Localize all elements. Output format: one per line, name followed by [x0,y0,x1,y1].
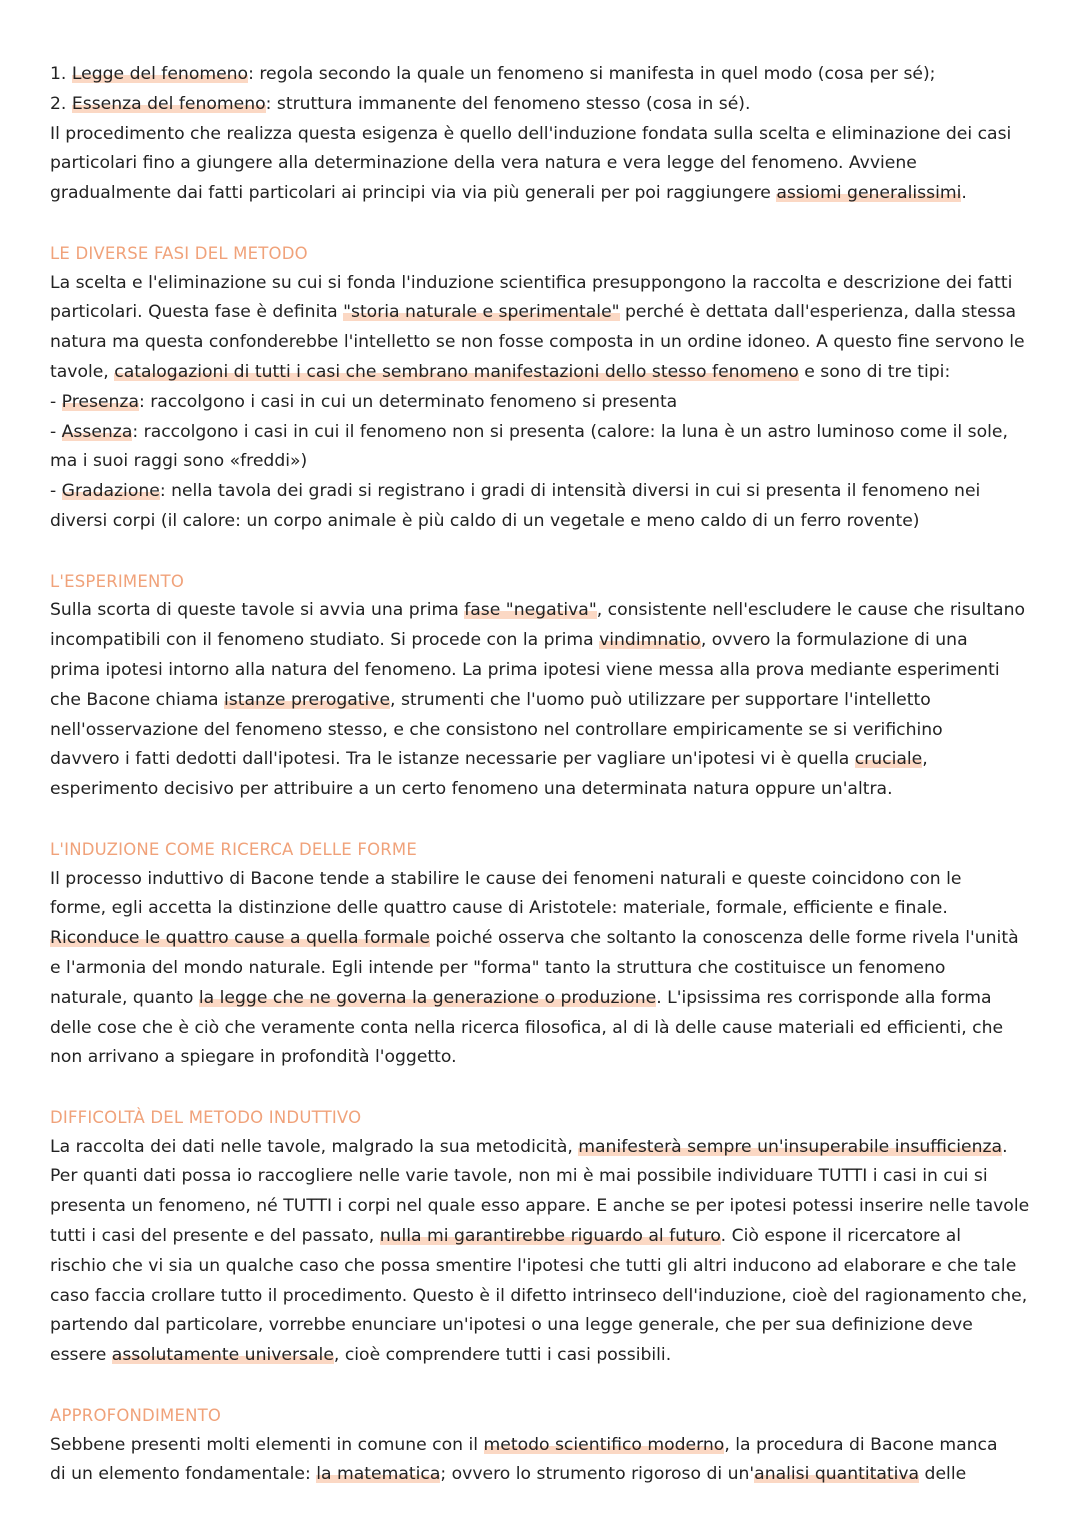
text-line: forme, egli accetta la distinzione delle quattro cause di Aristotele: materiale, formale, efficiente e finale. [50,898,948,919]
section-heading: L'INDUZIONE COME RICERCA DELLE FORME [50,839,417,859]
text-line: La scelta e l'eliminazione su cui si fonda l'induzione scientifica presuppongono la raccolta e descrizione dei fatti [50,272,1013,293]
text-line: tavole, catalogazioni di tutti i casi che sembrano manifestazioni dello stesso fenomeno e sono di tre tipi: [50,361,951,382]
text-line: che Bacone chiama istanze prerogative, strumenti che l'uomo può utilizzare per supportare l'intelletto [50,689,931,710]
highlight: catalogazioni di tutti i casi che sembrano manifestazioni dello stesso fenomeno [114,361,799,382]
highlight: fase "negativa" [464,600,597,621]
text-line: gradualmente dai fatti particolari ai principi via via più generali per poi raggiungere assiomi generalissimi. [50,183,967,204]
text-line: particolari. Questa fase è definita "storia naturale e sperimentale" perché è dettata dall'esperienza, dalla stessa [50,302,1017,323]
text-line: essere assolutamente universale, cioè comprendere tutti i casi possibili. [50,1345,672,1366]
text-line: ma i suoi raggi sono «freddi») [50,451,308,472]
highlight: manifesterà sempre un'insuperabile insufficienza [578,1136,1003,1157]
text-line: nell'osservazione del fenomeno stesso, e che consistono nel controllare empiricamente se si verifichino [50,719,943,740]
text-line: 2. Essenza del fenomeno: struttura immanente del fenomeno stesso (cosa in sé). [50,93,751,114]
text-line: e l'armonia del mondo naturale. Egli intende per "forma" tanto la struttura che costituisce un fenomeno [50,957,946,978]
highlight: vindimnatio [599,630,701,651]
text-line: diversi corpi (il calore: un corpo animale è più caldo di un vegetale e meno caldo di un ferro rovente) [50,510,920,531]
spacer [50,537,1050,567]
text-line: La raccolta dei dati nelle tavole, malgrado la sua metodicità, manifesterà sempre un'insuperabile insufficienza. [50,1136,1008,1157]
highlight: Gradazione [61,481,160,502]
induzione-section [50,835,1050,1073]
fasi-section [50,239,1050,537]
highlight: metodo scientifico moderno [483,1434,725,1455]
highlight: "storia naturale e sperimentale" [343,302,620,323]
spacer [50,209,1050,239]
text-line: tutti i casi del presente e del passato, nulla mi garantirebbe riguardo al futuro. Ciò espone il ricercatore al [50,1226,962,1247]
text-line: esperimento decisivo per attribuire a un certo fenomeno una determinata natura oppure un'altra. [50,779,893,800]
text-line: rischio che vi sia un qualche caso che possa smentire l'ipotesi che tutti gli altri inducono ad elaborare e che tale [50,1255,1017,1276]
highlight: nulla mi garantirebbe riguardo al futuro [379,1226,721,1247]
section-heading: APPROFONDIMENTO [50,1405,222,1425]
text-line: 1. Legge del fenomeno: regola secondo la quale un fenomeno si manifesta in quel modo (cosa per sé); [50,64,936,84]
text-line: Riconduce le quattro cause a quella formale poiché osserva che soltanto la conoscenza delle forme rivela l'unità [50,928,1019,949]
section-heading: DIFFICOLTÀ DEL METODO INDUTTIVO [50,1107,362,1127]
spacer [50,1371,1050,1401]
text-line: incompatibili con il fenomeno studiato. Si procede con la prima vindimnatio, ovvero la formulazione di una [50,630,968,651]
text-line: prima ipotesi intorno alla natura del fenomeno. La prima ipotesi viene messa alla prova mediante esperimenti [50,659,1000,680]
highlight: Presenza [61,391,139,412]
text-line: Sebbene presenti molti elementi in comune con il metodo scientifico moderno, la procedura di Bacone manca [50,1434,998,1455]
spacer [50,805,1050,835]
highlight: la matematica [316,1464,441,1485]
highlight: Assenza [61,421,133,442]
text-line: non arrivano a spiegare in profondità l'oggetto. [50,1047,457,1068]
highlight: assiomi generalissimi [776,183,962,204]
highlight: Essenza del fenomeno [71,93,266,114]
text-line: Per quanti dati possa io raccogliere nelle varie tavole, non mi è mai possibile individuare TUTTI i casi in cui si [50,1166,988,1187]
intro-section [50,60,1050,209]
text-line: partendo dal particolare, vorrebbe enunciare un'ipotesi o una legge generale, che per sua definizione deve [50,1315,973,1336]
section-heading: LE DIVERSE FASI DEL METODO [50,243,308,263]
text-line: Sulla scorta di queste tavole si avvia una prima fase "negativa", consistente nell'escludere le cause che risultano [50,600,1025,621]
highlight: Riconduce le quattro cause a quella formale [50,928,430,949]
text-line: particolari fino a giungere alla determinazione della vera natura e vera legge del fenomeno. Avviene [50,153,917,174]
highlight: cruciale [854,749,923,770]
highlight: analisi quantitativa [754,1464,920,1485]
section-heading: L'ESPERIMENTO [50,571,185,591]
list-item: - Gradazione: nella tavola dei gradi si registrano i gradi di intensità diversi in cui si presenta il fenomeno nei [50,481,981,502]
text-line: presenta un fenomeno, né TUTTI i corpi nel quale esso appare. E anche se per ipotesi potessi inserire nelle tavole [50,1196,1030,1217]
text-line: caso faccia crollare tutto il procedimento. Questo è il difetto intrinseco dell'induzione, cioè del ragionamento che, [50,1285,1028,1306]
text-line: davvero i fatti dedotti dall'ipotesi. Tra le istanze necessarie per vagliare un'ipotesi vi è quella cruciale, [50,749,928,770]
approfondimento-section [50,1401,1050,1490]
text-line: natura ma questa confonderebbe l'intelletto se non fosse composta in un ordine idoneo. A questo fine servono le [50,332,1025,353]
text-line: di un elemento fondamentale: la matematica; ovvero lo strumento rigoroso di un'analisi quantitativa delle [50,1464,967,1485]
highlight: assolutamente universale [111,1345,334,1366]
list-item: - Assenza: raccolgono i casi in cui il fenomeno non si presenta (calore: la luna è un astro luminoso come il sole, [50,421,1008,442]
difficolta-section [50,1103,1050,1371]
text-line: delle cose che è ciò che veramente conta nella ricerca filosofica, al di là delle cause materiali ed efficienti, che [50,1017,1004,1038]
text-line: Il processo induttivo di Bacone tende a stabilire le cause dei fenomeni naturali e queste coincidono con le [50,868,962,889]
esperimento-section [50,567,1050,805]
text-line: Il procedimento che realizza questa esigenza è quello dell'induzione fondata sulla scelta e eliminazione dei casi [50,123,1012,144]
spacer [50,1073,1050,1103]
highlight: Legge del fenomeno [71,64,249,84]
list-item: - Presenza: raccolgono i casi in cui un determinato fenomeno si presenta [50,391,678,412]
highlight: la legge che ne governa la generazione o produzione [198,987,657,1008]
text-line: naturale, quanto la legge che ne governa la generazione o produzione. L'ipsissima res corrisponde alla forma [50,987,992,1008]
highlight: istanze prerogative [224,689,391,710]
